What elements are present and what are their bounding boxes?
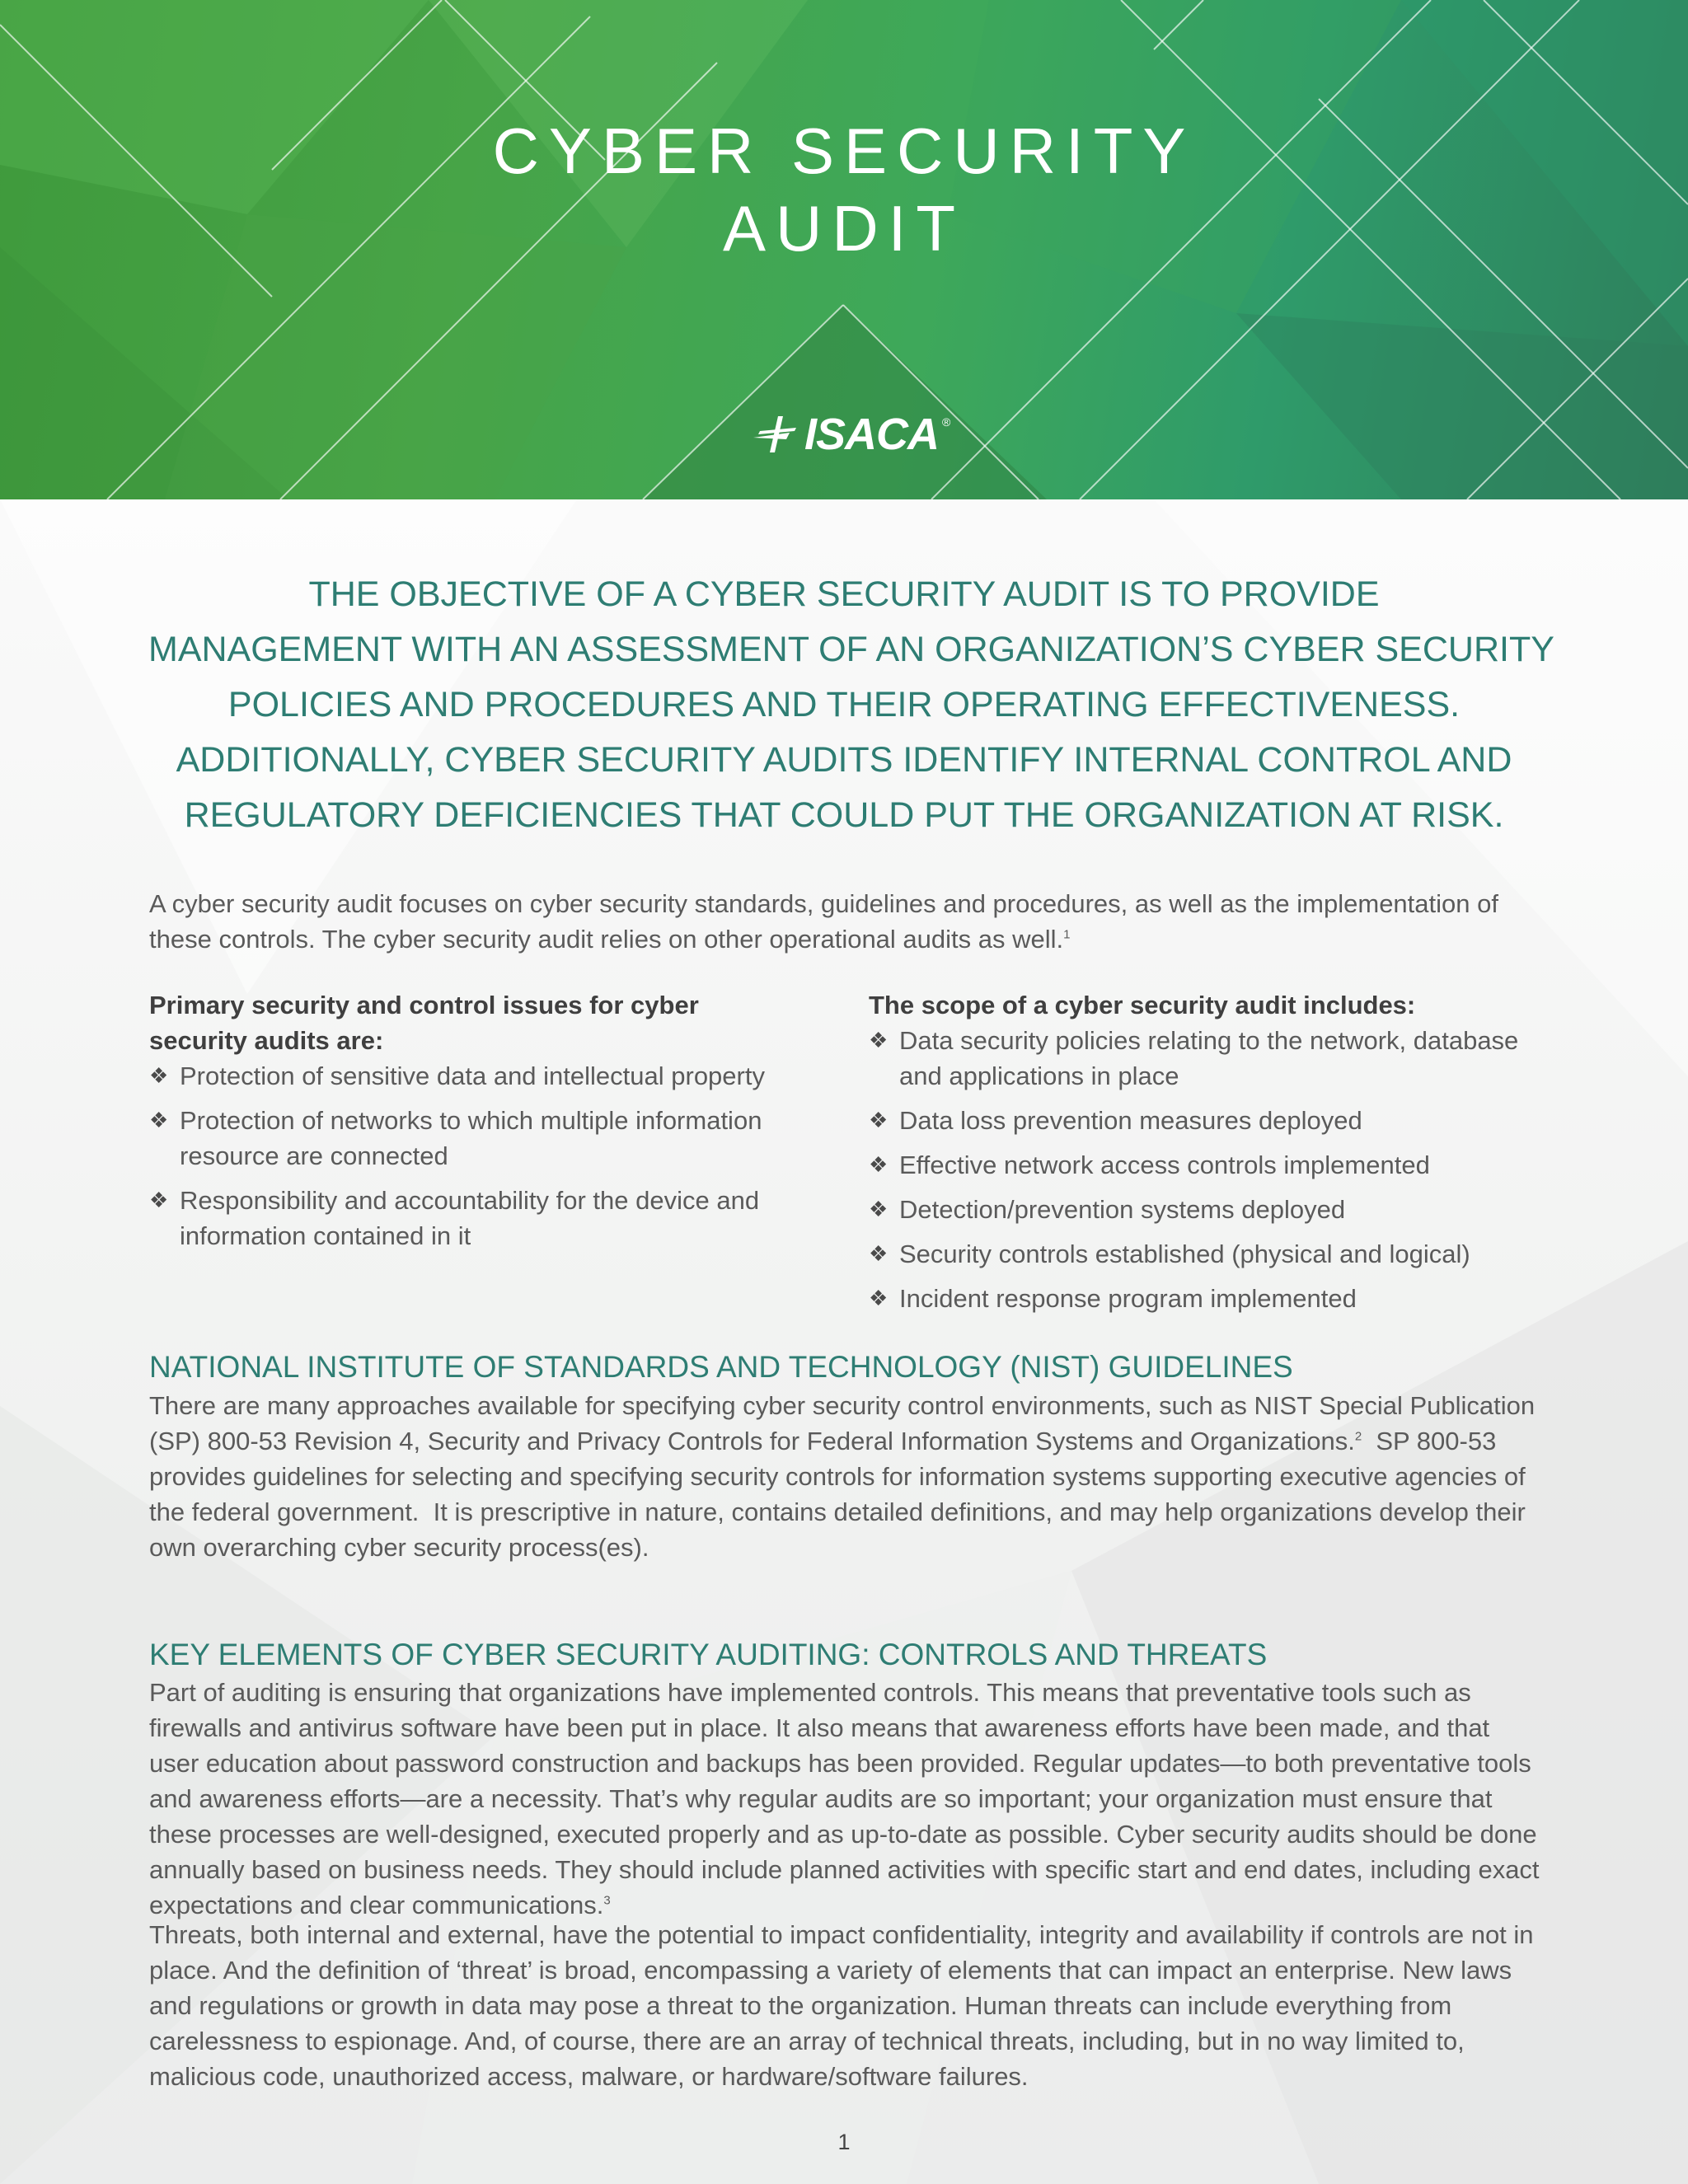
threats-paragraph: Threats, both internal and external, have the potential to impact confidentiality, integrity and availability if controls are not in place. And the definition of ‘threat’ is broad, encompassing a variety of elements that can impact an enterprise. New laws and regulations or growth in data may pose a threat to the organization. Human threats can include everything from carelessness to espionage. And, of course, there are an array of technical threats, including, but in no way limited to, malicious code, unauthorized access, malware, or hardware/software failures. xyxy=(149,1920,1534,2091)
list-item xyxy=(869,1103,1545,1138)
primary-issues-list xyxy=(149,1058,776,1254)
list-item-text: Effective network access controls implemented xyxy=(899,1151,1430,1179)
list-item-text: Responsibility and accountability for the device and information contained in it xyxy=(180,1186,760,1250)
lead-line: POLICIES AND PROCEDURES AND THEIR OPERATING EFFECTIVENESS. xyxy=(227,685,1461,724)
page-number: 1 xyxy=(837,2130,851,2154)
list-item-text: Data security policies relating to the network, database and applications in place xyxy=(899,1026,1519,1090)
list-item-text: Incident response program implemented xyxy=(899,1284,1357,1313)
list-item-text: Protection of sensitive data and intellectual property xyxy=(180,1062,765,1090)
footnote-ref: 1 xyxy=(1063,927,1071,942)
nist-paragraph xyxy=(149,1388,1542,1565)
isaca-logo-mark-icon xyxy=(753,413,801,456)
diamond-bullet-icon: ❖ xyxy=(869,1241,889,1266)
key-elements-heading: KEY ELEMENTS OF CYBER SECURITY AUDITING: CONTROLS AND THREATS xyxy=(149,1638,1268,1671)
intro-paragraph xyxy=(149,886,1542,957)
isaca-logo-text: ISACA xyxy=(804,410,940,459)
intro-text: A cyber security audit focuses on cyber security standards, guidelines and procedures, as well as the implementation of these controls. The cyber security audit relies on other operational audits as well. xyxy=(149,889,1498,954)
list-item-text: Protection of networks to which multiple information resource are connected xyxy=(180,1106,762,1170)
nist-text-a: There are many approaches available for specifying cyber security control environments, such as NIST Special Publication (SP) 800-53 Revision 4, Security and Privacy Controls for Federal Information Systems and Organizations. xyxy=(149,1391,1536,1455)
list-item xyxy=(869,1147,1545,1183)
diamond-bullet-icon: ❖ xyxy=(149,1108,169,1132)
audit-scope-heading: The scope of a cyber security audit includes: xyxy=(869,991,1416,1019)
list-item xyxy=(149,1103,776,1174)
footnote-ref: 2 xyxy=(1354,1429,1362,1444)
primary-issues-heading: Primary security and control issues for cyber security audits are: xyxy=(149,991,699,1055)
list-item xyxy=(869,1281,1545,1316)
primary-issues-column xyxy=(149,987,776,1263)
list-item xyxy=(149,1183,776,1254)
diamond-bullet-icon: ❖ xyxy=(149,1063,169,1088)
diamond-bullet-icon: ❖ xyxy=(869,1286,889,1310)
diamond-bullet-icon: ❖ xyxy=(869,1108,889,1132)
controls-text: Part of auditing is ensuring that organizations have implemented controls. This means that preventative tools such as firewalls and antivirus software have been put in place. It also means that awareness efforts have been made, and that user education about password construction and backups has been provided. Regular updates—to both preventative tools and awareness efforts—are a necessity. That’s why regular audits are so important; your organization must ensure that these processes are well-designed, executed properly and as up-to-date as possible. Cyber security audits should be done annually based on business needs. They should include planned activities with specific start and end dates, including exact expectations and clear communications. xyxy=(149,1678,1540,1919)
audit-scope-list xyxy=(869,1023,1545,1316)
nist-text-b: SP 800-53 provides guidelines for selecting and specifying security controls for information systems supporting executive agencies of the federal government. It is prescriptive in nature, contains detailed definitions, and may help organizations develop their own overarching cyber security process(es). xyxy=(149,1427,1533,1562)
registered-mark: ® xyxy=(942,415,951,429)
diamond-bullet-icon: ❖ xyxy=(149,1188,169,1212)
list-item xyxy=(869,1023,1545,1094)
lead-line: ADDITIONALLY, CYBER SECURITY AUDITS IDENTIFY INTERNAL CONTROL AND xyxy=(176,740,1512,780)
diamond-bullet-icon: ❖ xyxy=(869,1197,889,1221)
list-item xyxy=(869,1192,1545,1227)
lead-line: THE OBJECTIVE OF A CYBER SECURITY AUDIT IS TO PROVIDE xyxy=(308,574,1380,614)
lead-line: MANAGEMENT WITH AN ASSESSMENT OF AN ORGANIZATION’S CYBER SECURITY xyxy=(148,630,1554,669)
isaca-logo xyxy=(753,409,950,460)
footnote-ref: 3 xyxy=(603,1893,611,1908)
document-title-line-1: CYBER SECURITY xyxy=(492,115,1196,187)
list-item-text: Security controls established (physical and logical) xyxy=(899,1240,1470,1268)
nist-section-heading: NATIONAL INSTITUTE OF STANDARDS AND TECHNOLOGY (NIST) GUIDELINES xyxy=(149,1350,1293,1384)
header-banner xyxy=(0,0,1688,499)
lead-statement xyxy=(148,567,1554,843)
list-item xyxy=(869,1236,1545,1272)
diamond-bullet-icon: ❖ xyxy=(869,1152,889,1177)
audit-scope-column xyxy=(869,987,1545,1325)
controls-paragraph xyxy=(149,1675,1542,1923)
diamond-bullet-icon: ❖ xyxy=(869,1028,889,1052)
list-item-text: Data loss prevention measures deployed xyxy=(899,1106,1362,1135)
document-title-line-2: AUDIT xyxy=(723,192,965,265)
list-item-text: Detection/prevention systems deployed xyxy=(899,1195,1346,1224)
lead-line: REGULATORY DEFICIENCIES THAT COULD PUT THE ORGANIZATION AT RISK. xyxy=(184,795,1504,835)
list-item xyxy=(149,1058,776,1094)
